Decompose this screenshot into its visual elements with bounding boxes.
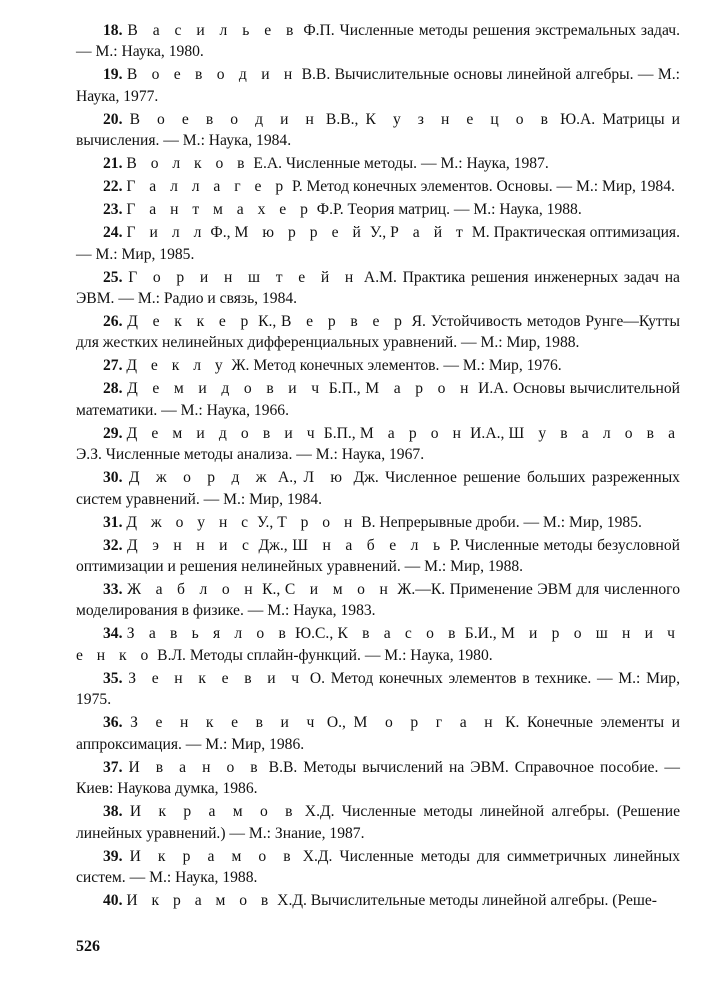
reference-entry — [76, 64, 680, 107]
author-name: И к р а м о в — [126, 891, 274, 909]
reference-text: Ф., — [206, 224, 235, 242]
author-name: Ш н а б е л ь — [292, 536, 446, 554]
reference-entry — [76, 222, 680, 265]
reference-entry — [76, 801, 680, 844]
author-name: Д е м и д о в и ч — [126, 424, 320, 442]
reference-entry — [76, 153, 680, 174]
reference-text: И.А. Основы вычислительной математики. — М.: Наука, 1966. — [76, 380, 680, 419]
reference-number: 32. — [103, 536, 123, 554]
author-name: Г о р и н ш т е й н — [128, 268, 359, 286]
reference-text: К., — [257, 581, 285, 599]
reference-text: Х.Д. Численные методы линейной алгебры. (Решение линейных уравнений.) — М.: Знание, 1987. — [76, 803, 681, 842]
reference-entry — [76, 378, 680, 421]
author-name: Г а н т м а х е р — [126, 201, 313, 219]
reference-number: 23. — [103, 201, 123, 219]
reference-text: А., — [271, 469, 304, 487]
author-name: Ш у в а л о в а — [508, 424, 681, 442]
reference-text: Ф.Р. Теория матриц. — М.: Наука, 1988. — [312, 201, 582, 219]
reference-text: А.М. Практика решения инженерных задач на ЭВМ. — М.: Радио и связь, 1984. — [76, 268, 680, 308]
reference-text: Дж., — [253, 536, 293, 554]
author-name: И в а н о в — [128, 758, 263, 776]
reference-number: 24. — [103, 224, 123, 242]
reference-text: Ф.П. Численные методы решения экстремальных задач. — М.: Наука, 1980. — [76, 22, 680, 61]
reference-entry — [76, 623, 680, 666]
reference-number: 26. — [103, 313, 123, 331]
reference-text: О. Метод конечных элементов в технике. — М.: Мир, 1975. — [76, 669, 680, 709]
reference-entry — [76, 890, 680, 911]
reference-number: 34. — [103, 625, 123, 643]
author-name: Д э н н и с — [127, 536, 254, 554]
reference-text: Ю.А. Матрицы и вычисления. — М.: Наука, 1984. — [76, 110, 680, 150]
reference-text: О., — [319, 714, 354, 732]
reference-number: 35. — [103, 669, 123, 687]
author-name: Ж а б л о н — [127, 581, 258, 599]
reference-number: 31. — [103, 513, 123, 531]
reference-text: Ж. Метод конечных элементов. — М.: Мир, 1976. — [227, 357, 562, 375]
reference-text: Я. Устойчивость методов Рунге—Кутты для жестких нелинейных дифференциальных уравнений. — М.: Мир, 1988. — [76, 313, 681, 352]
reference-entry — [76, 668, 680, 711]
author-name: М и р о ш н и ч е н к о — [76, 625, 681, 664]
reference-entry — [76, 267, 680, 310]
author-name: Д ж о р д ж — [128, 469, 272, 487]
author-name: Г а л л а г е р — [126, 178, 289, 196]
author-name: Д е к л у — [126, 357, 228, 375]
reference-text: К. Конечные элементы и аппроксимация. — М.: Мир, 1986. — [76, 714, 680, 753]
reference-number: 20. — [103, 110, 123, 128]
author-name: В о е в о д и н — [126, 66, 298, 84]
reference-text: Е.А. Численные методы. — М.: Наука, 1987. — [249, 155, 549, 173]
author-name: З е н к е в и ч — [128, 669, 305, 687]
author-name: К в а с о в — [337, 625, 461, 643]
reference-number: 30. — [103, 469, 123, 487]
reference-entry — [76, 20, 680, 63]
reference-text: В.Л. Методы сплайн-функций. — М.: Наука, 1980. — [153, 646, 493, 664]
reference-text: И.А., — [466, 424, 509, 442]
author-name: М а р о н — [365, 380, 474, 398]
reference-text: Х.Д. Численные методы для симметричных линейных систем. — М.: Наука, 1988. — [76, 847, 680, 886]
reference-number: 18. — [103, 22, 123, 39]
reference-entry — [76, 311, 680, 354]
reference-text: Х.Д. Вычислительные методы линейной алгебры. (Реше- — [273, 891, 657, 909]
reference-entry — [76, 109, 680, 152]
author-name: Д е к к е р — [127, 313, 254, 331]
author-name: Р а й т — [390, 224, 468, 242]
author-name: В о е в о д и н — [129, 110, 319, 128]
author-name: М ю р р е й — [234, 224, 366, 242]
reference-number: 27. — [103, 357, 123, 375]
reference-text: У., — [253, 513, 278, 531]
reference-text: Б.И., — [460, 625, 501, 643]
reference-text: Ж.—К. Применение ЭВМ для численного моделирования в физике. — М.: Наука, 1983. — [76, 581, 680, 620]
reference-number: 40. — [103, 891, 123, 909]
reference-entry — [76, 579, 680, 622]
reference-text: Б.П., — [324, 380, 366, 398]
reference-entry — [76, 712, 680, 755]
reference-number: 22. — [103, 178, 123, 196]
reference-number: 29. — [103, 424, 123, 442]
reference-text: У., — [365, 224, 391, 242]
author-name: Л ю — [303, 469, 348, 487]
reference-entry — [76, 199, 680, 220]
reference-entry — [76, 757, 680, 800]
author-name: С и м о н — [284, 581, 393, 599]
reference-text: Р. Численные методы безусловной оптимизации и решения нелинейных уравнений. — М.: Мир, 1988. — [76, 536, 680, 576]
reference-entry — [76, 467, 680, 510]
author-name: М о р г а н — [353, 714, 498, 732]
author-name: З а в ь я л о в — [126, 625, 291, 643]
author-name: М а р о н — [359, 424, 467, 442]
reference-number: 21. — [103, 155, 123, 173]
reference-text: Э.З. Численные методы анализа. — М.: Наука, 1967. — [76, 446, 425, 464]
reference-number: 33. — [103, 581, 123, 599]
reference-text: В.В. Вычислительные основы линейной алгебры. — М.: Наука, 1977. — [76, 66, 680, 105]
author-name: Т р о н — [277, 513, 358, 531]
reference-text: Р. Метод конечных элементов. Основы. — М.: Мир, 1984. — [288, 178, 675, 196]
reference-number: 38. — [103, 803, 123, 821]
reference-text: В. Непрерывные дроби. — М.: Мир, 1985. — [357, 513, 642, 531]
reference-text: Б.П., — [319, 424, 360, 442]
author-name: В а с и л ь е в — [127, 22, 299, 39]
reference-entry — [76, 176, 680, 197]
author-name: К у з н е ц о в — [365, 110, 553, 128]
reference-number: 28. — [103, 380, 123, 398]
reference-number: 39. — [103, 847, 123, 865]
author-name: Д ж о у н с — [126, 513, 254, 531]
reference-entry — [76, 355, 680, 376]
author-name: И к р а м о в — [129, 847, 296, 865]
reference-entry — [76, 535, 680, 578]
reference-text: Дж. Численное решение больших разреженных систем уравнений. — М.: Мир, 1984. — [76, 469, 680, 508]
author-name: В е р в е р — [281, 313, 407, 331]
author-name: Д е м и д о в и ч — [127, 380, 325, 398]
reference-text: В.В. Методы вычислений на ЭВМ. Справочное пособие. — Киев: Наукова думка, 1986. — [76, 758, 680, 798]
author-name: Г и л л — [126, 224, 207, 242]
author-name: З е н к е в и ч — [130, 714, 320, 732]
reference-text: Ю.С., — [290, 625, 338, 643]
reference-number: 36. — [103, 714, 123, 732]
author-name: И к р а м о в — [129, 803, 298, 821]
reference-text: К., — [253, 313, 282, 331]
reference-entry — [76, 846, 680, 889]
reference-entry — [76, 512, 680, 533]
reference-list — [76, 20, 680, 913]
page-number: 526 — [76, 938, 100, 955]
reference-text: В.В., — [318, 110, 366, 128]
reference-number: 37. — [103, 758, 123, 776]
reference-number: 19. — [103, 66, 123, 84]
reference-text: М. Практическая оптимизация. — М.: Мир, 1985. — [76, 224, 681, 263]
reference-number: 25. — [103, 268, 123, 286]
reference-entry — [76, 423, 680, 466]
author-name: В о л к о в — [126, 155, 250, 173]
